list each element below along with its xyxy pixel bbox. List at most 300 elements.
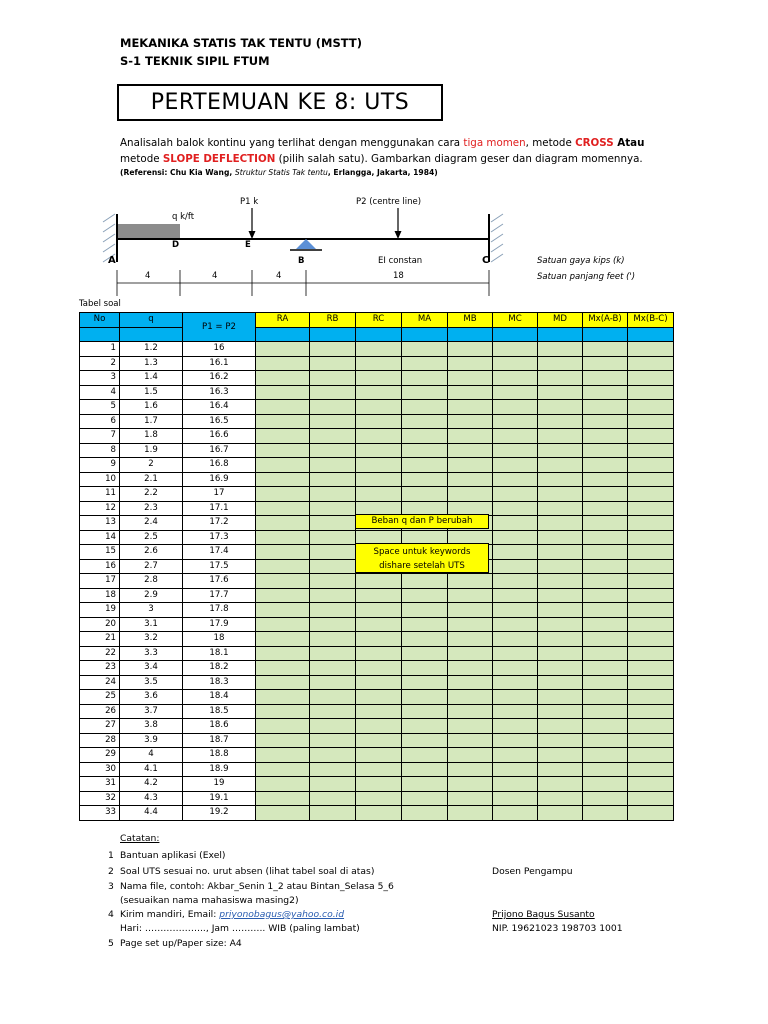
answer-cell[interactable] [448,603,493,618]
answer-cell[interactable] [538,733,583,748]
answer-cell[interactable] [310,791,356,806]
answer-cell[interactable] [448,733,493,748]
answer-cell[interactable] [493,733,538,748]
answer-cell[interactable] [583,400,628,415]
answer-cell[interactable] [448,342,493,357]
answer-cell[interactable] [448,385,493,400]
answer-cell[interactable] [402,777,448,792]
answer-cell[interactable] [402,385,448,400]
answer-cell[interactable] [310,342,356,357]
answer-cell[interactable] [448,588,493,603]
answer-cell[interactable] [493,414,538,429]
answer-cell[interactable] [402,400,448,415]
answer-cell[interactable] [356,443,402,458]
answer-cell[interactable] [583,516,628,531]
answer-cell[interactable] [583,603,628,618]
answer-cell[interactable] [402,661,448,676]
answer-cell[interactable] [356,603,402,618]
answer-cell[interactable] [356,487,402,502]
answer-cell[interactable] [448,429,493,444]
answer-cell[interactable] [256,371,310,386]
answer-cell[interactable] [256,559,310,574]
answer-cell[interactable] [256,545,310,560]
answer-cell[interactable] [356,588,402,603]
answer-cell[interactable] [356,690,402,705]
answer-cell[interactable] [628,646,674,661]
answer-cell[interactable] [310,719,356,734]
answer-cell[interactable] [256,617,310,632]
answer-cell[interactable] [310,690,356,705]
answer-cell[interactable] [448,574,493,589]
answer-cell[interactable] [538,545,583,560]
answer-cell[interactable] [538,574,583,589]
answer-cell[interactable] [356,762,402,777]
table-row [80,443,674,458]
answer-cell[interactable] [256,733,310,748]
answer-cell[interactable] [493,429,538,444]
answer-cell[interactable] [628,719,674,734]
answer-cell[interactable] [256,661,310,676]
answer-cell[interactable] [538,603,583,618]
answer-cell[interactable] [493,400,538,415]
answer-cell[interactable] [256,748,310,763]
answer-cell[interactable] [583,777,628,792]
answer-cell[interactable] [256,675,310,690]
row-p: 18.4 [183,690,256,705]
answer-cell[interactable] [628,414,674,429]
answer-cell[interactable] [538,661,583,676]
answer-cell[interactable] [628,371,674,386]
answer-cell[interactable] [310,704,356,719]
answer-cell[interactable] [402,603,448,618]
answer-cell[interactable] [493,458,538,473]
answer-cell[interactable] [538,385,583,400]
row-q: 3.1 [120,617,183,632]
row-no: 24 [80,675,120,690]
answer-cell[interactable] [583,414,628,429]
answer-cell[interactable] [256,516,310,531]
answer-cell[interactable] [493,385,538,400]
answer-cell[interactable] [583,458,628,473]
answer-cell[interactable] [256,472,310,487]
answer-cell[interactable] [356,719,402,734]
note-num-1: 1 [108,850,114,861]
answer-cell[interactable] [493,342,538,357]
point-d: D [172,240,180,250]
answer-cell[interactable] [256,574,310,589]
answer-cell[interactable] [448,400,493,415]
answer-cell[interactable] [310,371,356,386]
answer-cell[interactable] [538,791,583,806]
answer-cell[interactable] [628,748,674,763]
answer-cell[interactable] [402,646,448,661]
answer-cell[interactable] [402,791,448,806]
answer-cell[interactable] [493,704,538,719]
answer-cell[interactable] [538,762,583,777]
answer-cell[interactable] [356,704,402,719]
answer-cell[interactable] [493,516,538,531]
answer-cell[interactable] [538,588,583,603]
answer-cell[interactable] [493,530,538,545]
answer-cell[interactable] [628,400,674,415]
answer-cell[interactable] [402,733,448,748]
answer-cell[interactable] [448,356,493,371]
answer-cell[interactable] [402,675,448,690]
email-link[interactable]: priyonobagus@yahoo.co.id [219,909,345,920]
answer-cell[interactable] [448,719,493,734]
answer-cell[interactable] [583,487,628,502]
answer-cell[interactable] [628,487,674,502]
answer-cell[interactable] [448,661,493,676]
answer-cell[interactable] [448,777,493,792]
row-p: 16 [183,342,256,357]
answer-cell[interactable] [256,458,310,473]
answer-cell[interactable] [538,559,583,574]
answer-cell[interactable] [628,762,674,777]
answer-cell[interactable] [583,385,628,400]
answer-cell[interactable] [402,472,448,487]
answer-cell[interactable] [538,719,583,734]
answer-cell[interactable] [356,356,402,371]
answer-cell[interactable] [493,748,538,763]
answer-cell[interactable] [310,472,356,487]
answer-cell[interactable] [583,762,628,777]
answer-cell[interactable] [310,458,356,473]
answer-cell[interactable] [583,342,628,357]
answer-cell[interactable] [448,748,493,763]
answer-cell[interactable] [538,414,583,429]
answer-cell[interactable] [538,530,583,545]
answer-cell[interactable] [402,704,448,719]
answer-cell[interactable] [538,748,583,763]
answer-cell[interactable] [448,458,493,473]
answer-cell[interactable] [583,806,628,821]
answer-cell[interactable] [538,690,583,705]
answer-cell[interactable] [402,342,448,357]
answer-cell[interactable] [402,690,448,705]
col-header-md: MD [538,313,583,328]
answer-cell[interactable] [628,777,674,792]
answer-cell[interactable] [448,675,493,690]
row-no: 20 [80,617,120,632]
answer-cell[interactable] [628,603,674,618]
answer-cell[interactable] [628,704,674,719]
row-p: 18.8 [183,748,256,763]
table-row [80,748,674,763]
answer-cell[interactable] [628,385,674,400]
answer-cell[interactable] [493,487,538,502]
answer-cell[interactable] [583,617,628,632]
answer-cell[interactable] [628,574,674,589]
answer-cell[interactable] [628,458,674,473]
answer-cell[interactable] [628,472,674,487]
answer-cell[interactable] [356,472,402,487]
answer-cell[interactable] [310,762,356,777]
answer-cell[interactable] [493,719,538,734]
answer-cell[interactable] [356,748,402,763]
answer-cell[interactable] [628,545,674,560]
answer-cell[interactable] [256,530,310,545]
answer-cell[interactable] [583,443,628,458]
answer-cell[interactable] [256,356,310,371]
answer-cell[interactable] [583,646,628,661]
row-p: 17.2 [183,516,256,531]
answer-cell[interactable] [256,791,310,806]
answer-cell[interactable] [310,443,356,458]
answer-cell[interactable] [310,559,356,574]
answer-cell[interactable] [448,617,493,632]
answer-cell[interactable] [628,530,674,545]
answer-cell[interactable] [583,661,628,676]
answer-cell[interactable] [448,632,493,647]
answer-cell[interactable] [628,559,674,574]
answer-cell[interactable] [448,472,493,487]
answer-cell[interactable] [448,806,493,821]
answer-cell[interactable] [402,719,448,734]
answer-cell[interactable] [310,661,356,676]
answer-cell[interactable] [583,371,628,386]
answer-cell[interactable] [448,414,493,429]
answer-cell[interactable] [493,632,538,647]
answer-cell[interactable] [256,704,310,719]
answer-cell[interactable] [310,748,356,763]
answer-cell[interactable] [310,733,356,748]
answer-cell[interactable] [628,516,674,531]
answer-cell[interactable] [583,690,628,705]
answer-cell[interactable] [310,356,356,371]
answer-cell[interactable] [256,690,310,705]
answer-cell[interactable] [310,516,356,531]
answer-cell[interactable] [493,588,538,603]
answer-cell[interactable] [628,342,674,357]
answer-cell[interactable] [493,690,538,705]
header-row-2 [80,327,674,342]
answer-cell[interactable] [402,356,448,371]
answer-cell[interactable] [538,704,583,719]
answer-cell[interactable] [402,414,448,429]
answer-cell[interactable] [448,443,493,458]
answer-cell[interactable] [583,704,628,719]
answer-cell[interactable] [402,458,448,473]
answer-cell[interactable] [402,574,448,589]
answer-cell[interactable] [448,704,493,719]
answer-cell[interactable] [538,400,583,415]
answer-cell[interactable] [493,806,538,821]
answer-cell[interactable] [538,675,583,690]
answer-cell[interactable] [538,806,583,821]
answer-cell[interactable] [538,472,583,487]
answer-cell[interactable] [628,617,674,632]
answer-cell[interactable] [256,806,310,821]
answer-cell[interactable] [256,429,310,444]
answer-cell[interactable] [256,777,310,792]
answer-cell[interactable] [310,574,356,589]
answer-cell[interactable] [583,545,628,560]
answer-cell[interactable] [538,632,583,647]
answer-cell[interactable] [310,646,356,661]
answer-cell[interactable] [402,806,448,821]
answer-cell[interactable] [493,443,538,458]
answer-cell[interactable] [583,501,628,516]
answer-cell[interactable] [448,371,493,386]
answer-cell[interactable] [493,675,538,690]
answer-cell[interactable] [310,429,356,444]
answer-cell[interactable] [310,400,356,415]
answer-cell[interactable] [256,385,310,400]
answer-cell[interactable] [356,414,402,429]
answer-cell[interactable] [628,588,674,603]
answer-cell[interactable] [256,603,310,618]
answer-cell[interactable] [356,385,402,400]
answer-cell[interactable] [448,487,493,502]
answer-cell[interactable] [310,588,356,603]
answer-cell[interactable] [402,487,448,502]
answer-cell[interactable] [493,661,538,676]
answer-cell[interactable] [628,675,674,690]
answer-cell[interactable] [583,530,628,545]
answer-cell[interactable] [402,748,448,763]
answer-cell[interactable] [493,559,538,574]
answer-cell[interactable] [356,646,402,661]
answer-cell[interactable] [310,806,356,821]
answer-cell[interactable] [538,356,583,371]
answer-cell[interactable] [256,400,310,415]
answer-cell[interactable] [356,429,402,444]
answer-cell[interactable] [402,371,448,386]
answer-cell[interactable] [356,777,402,792]
answer-cell[interactable] [356,675,402,690]
answer-cell[interactable] [310,414,356,429]
answer-cell[interactable] [448,762,493,777]
answer-cell[interactable] [310,545,356,560]
answer-cell[interactable] [583,559,628,574]
answer-cell[interactable] [356,733,402,748]
answer-cell[interactable] [583,675,628,690]
row-no: 17 [80,574,120,589]
answer-cell[interactable] [628,429,674,444]
answer-cell[interactable] [310,675,356,690]
answer-cell[interactable] [538,617,583,632]
answer-cell[interactable] [402,588,448,603]
answer-cell[interactable] [256,719,310,734]
answer-cell[interactable] [493,501,538,516]
answer-cell[interactable] [356,632,402,647]
answer-cell[interactable] [583,791,628,806]
answer-cell[interactable] [628,733,674,748]
answer-cell[interactable] [628,690,674,705]
answer-cell[interactable] [356,371,402,386]
answer-cell[interactable] [310,617,356,632]
answer-cell[interactable] [628,501,674,516]
answer-cell[interactable] [583,632,628,647]
answer-cell[interactable] [538,646,583,661]
answer-cell[interactable] [628,632,674,647]
answer-cell[interactable] [538,777,583,792]
answer-cell[interactable] [310,487,356,502]
answer-cell[interactable] [493,472,538,487]
answer-cell[interactable] [628,356,674,371]
answer-cell[interactable] [310,385,356,400]
answer-cell[interactable] [356,400,402,415]
answer-cell[interactable] [628,443,674,458]
answer-cell[interactable] [493,603,538,618]
answer-cell[interactable] [402,429,448,444]
answer-cell[interactable] [538,516,583,531]
answer-cell[interactable] [256,414,310,429]
row-no: 21 [80,632,120,647]
answer-cell[interactable] [538,458,583,473]
answer-cell[interactable] [493,791,538,806]
answer-cell[interactable] [493,574,538,589]
row-no: 12 [80,501,120,516]
answer-cell[interactable] [402,443,448,458]
answer-cell[interactable] [310,632,356,647]
answer-cell[interactable] [583,472,628,487]
answer-cell[interactable] [628,661,674,676]
answer-cell[interactable] [310,603,356,618]
answer-cell[interactable] [310,530,356,545]
answer-cell[interactable] [256,588,310,603]
answer-cell[interactable] [493,545,538,560]
answer-cell[interactable] [538,429,583,444]
answer-cell[interactable] [583,719,628,734]
answer-cell[interactable] [256,632,310,647]
answer-cell[interactable] [356,342,402,357]
answer-cell[interactable] [538,443,583,458]
answer-cell[interactable] [493,371,538,386]
answer-cell[interactable] [493,646,538,661]
answer-cell[interactable] [583,429,628,444]
answer-cell[interactable] [356,791,402,806]
answer-cell[interactable] [538,371,583,386]
answer-cell[interactable] [583,733,628,748]
answer-cell[interactable] [448,791,493,806]
note-keywords-line2: dishare setelah UTS [379,561,465,571]
answer-cell[interactable] [538,487,583,502]
answer-cell[interactable] [628,806,674,821]
answer-cell[interactable] [402,617,448,632]
answer-cell[interactable] [356,574,402,589]
answer-cell[interactable] [402,632,448,647]
answer-cell[interactable] [356,661,402,676]
answer-cell[interactable] [256,342,310,357]
answer-cell[interactable] [256,762,310,777]
answer-cell[interactable] [256,487,310,502]
answer-cell[interactable] [402,762,448,777]
answer-cell[interactable] [310,777,356,792]
answer-cell[interactable] [538,501,583,516]
answer-cell[interactable] [493,356,538,371]
answer-cell[interactable] [356,806,402,821]
answer-cell[interactable] [356,458,402,473]
answer-cell[interactable] [493,762,538,777]
answer-cell[interactable] [310,501,356,516]
answer-cell[interactable] [583,356,628,371]
answer-cell[interactable] [256,646,310,661]
answer-cell[interactable] [448,646,493,661]
answer-cell[interactable] [583,574,628,589]
answer-cell[interactable] [356,617,402,632]
answer-cell[interactable] [448,690,493,705]
answer-cell[interactable] [493,777,538,792]
answer-cell[interactable] [493,617,538,632]
answer-cell[interactable] [538,342,583,357]
answer-cell[interactable] [256,501,310,516]
answer-cell[interactable] [628,791,674,806]
answer-cell[interactable] [256,443,310,458]
answer-cell[interactable] [583,748,628,763]
answer-cell[interactable] [583,588,628,603]
